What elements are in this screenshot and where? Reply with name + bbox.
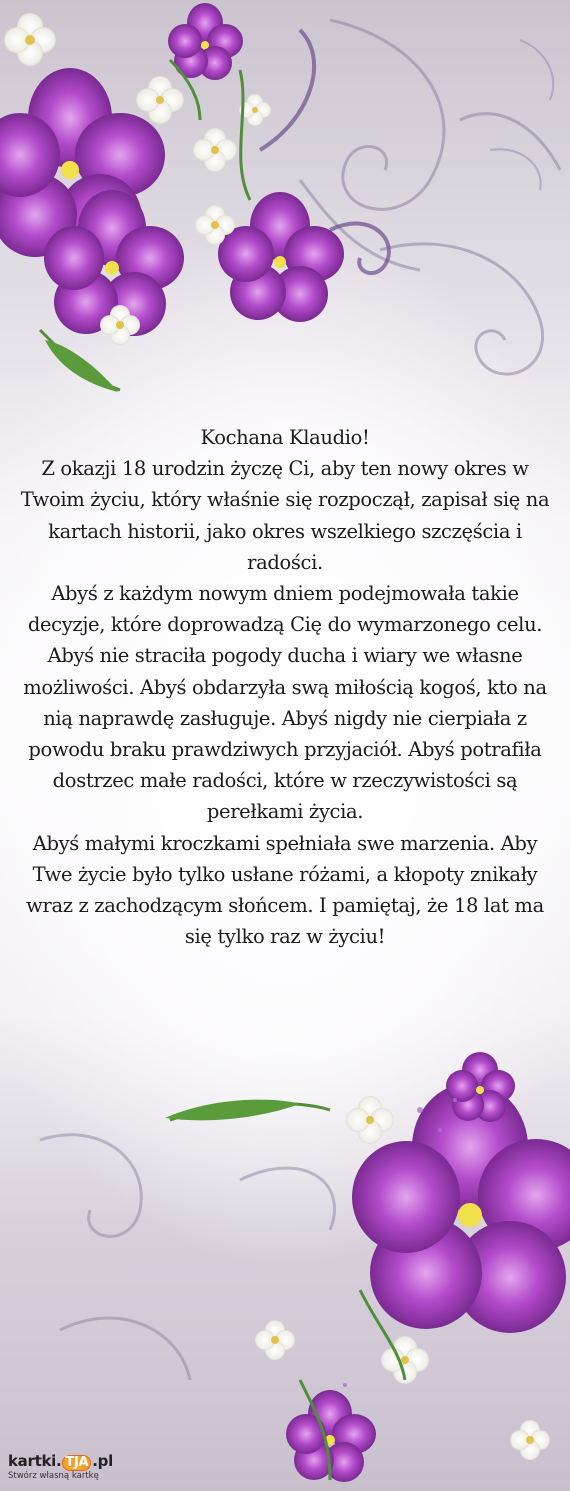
- violet-flower-icon-bottom: [286, 1052, 570, 1482]
- swirl-ornament-top: [300, 20, 560, 374]
- logo-tagline: Stwórz własną kartkę: [8, 1471, 99, 1481]
- message-paragraph: Abyś z każdym nowym dniem podejmowała takie decyzje, które doprowadzą Cię do wymarzonego celu. Abyś nie straciła pogody ducha i wiary we własne możliwości. Abyś obdarzyła swą miłością kogoś, kto na nią naprawdę zasługuje. Abyś nigdy nie cierpiała z powodu braku prawdziwych przyjaciół. Abyś potrafiła dostrzec małe radości, które w rzeczywistości są perełkami życia.: [23, 582, 547, 824]
- message-paragraph: Abyś małymi kroczkami spełniała swe marzenia. Aby Twe życie było tylko usłane różami, a kłopoty znikały wraz z zachodzącym słońcem. I pamiętaj, że 18 lat ma się tylko raz w życiu!: [26, 831, 544, 949]
- greeting-line: Kochana Klaudio!: [200, 426, 370, 449]
- logo-prefix: kartki.: [8, 1452, 62, 1470]
- logo-suffix: .pl: [92, 1452, 113, 1470]
- greeting-message: [20, 422, 550, 952]
- violet-flower-icon: [0, 3, 344, 336]
- message-paragraph: Z okazji 18 urodzin życzę Ci, aby ten nowy okres w Twoim życiu, który właśnie się rozpoczął, zapisał się na kartach historii, jako okres wszelkiego szczęścia i radości.: [20, 457, 550, 574]
- site-logo[interactable]: [8, 1452, 118, 1488]
- logo-wordmark: [8, 1452, 113, 1471]
- logo-badge: TJA: [62, 1455, 91, 1471]
